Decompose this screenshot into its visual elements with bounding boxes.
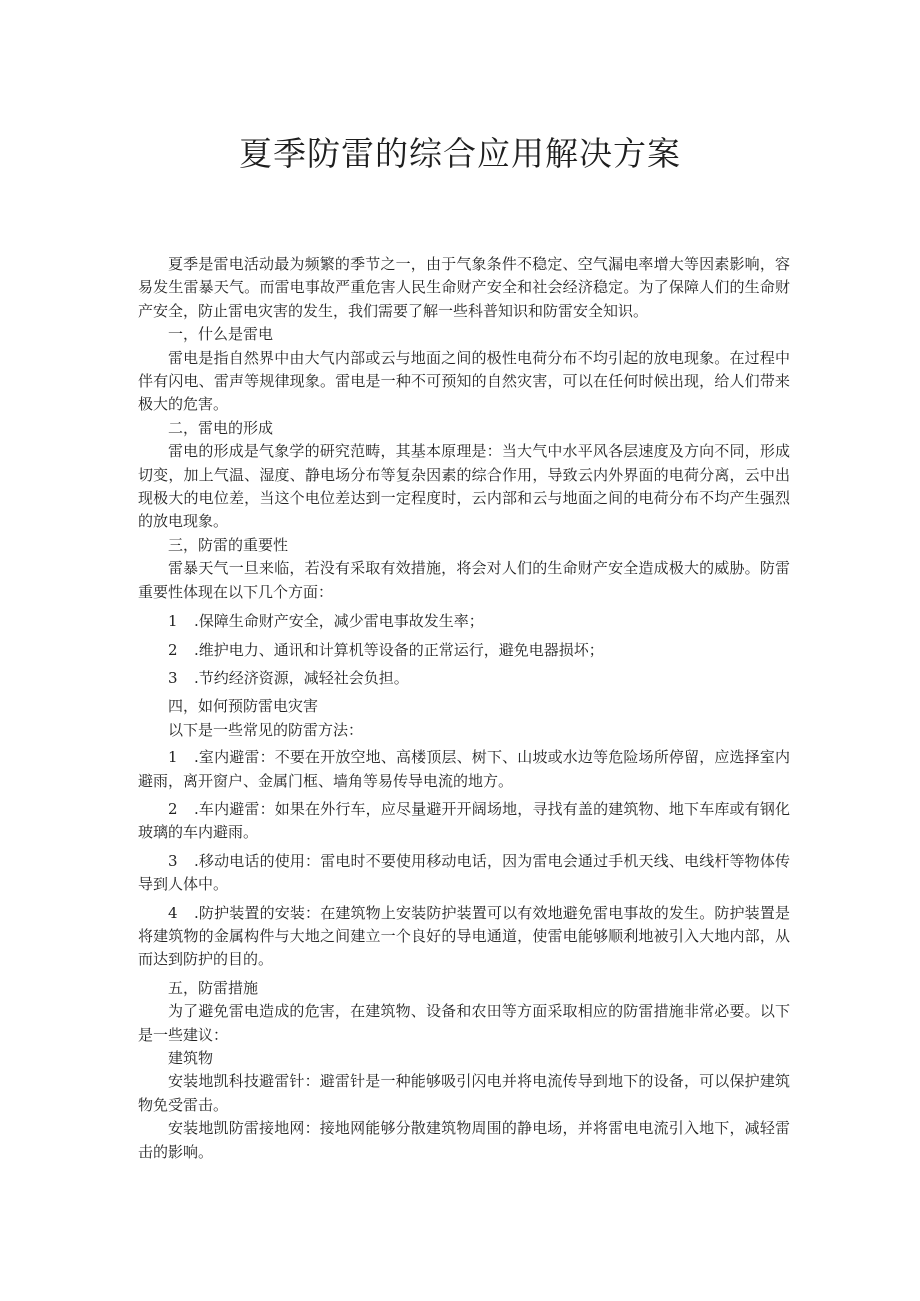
section-4-list-item bbox=[138, 746, 790, 793]
list-number: 1 bbox=[168, 748, 178, 767]
section-3-list-item bbox=[138, 610, 790, 633]
list-number: 3 bbox=[168, 668, 178, 687]
list-item-text: .节约经济资源，减轻社会负担。 bbox=[194, 668, 409, 687]
section-4-list-item bbox=[138, 798, 790, 845]
section-5-paragraph-grounding-grid: 安装地凯防雷接地网：接地网能够分散建筑物周围的静电场，并将雷电电流引入地下，减轻雷击的影响。 bbox=[138, 1119, 790, 1161]
section-3-list-item bbox=[138, 667, 790, 690]
list-number: 4 bbox=[168, 903, 178, 922]
section-5-subheading: 建筑物 bbox=[168, 1049, 214, 1067]
list-item-text: .维护电力、通讯和计算机等设备的正常运行，避免电器损坏； bbox=[194, 640, 604, 659]
list-item-text: .车内避雷：如果在外行车，应尽量避开开阔场地，寻找有盖的建筑物、地下车库或有钢化玻璃的车内避雨。 bbox=[138, 799, 790, 842]
section-1-paragraph: 雷电是指自然界中由大气内部或云与地面之间的极性电荷分布不均引起的放电现象。在过程中伴有闪电、雷声等规律现象。雷电是一种不可预知的自然灾害，可以在任何时候出现，给人们带来极大的危害。 bbox=[138, 348, 790, 414]
section-4-heading: 四，如何预防雷电灾害 bbox=[168, 697, 319, 716]
section-3-list-item bbox=[138, 639, 790, 662]
section-5-paragraph-lightning-rod: 安装地凯科技避雷针：避雷针是一种能够吸引闪电并将电流传导到地下的设备，可以保护建筑物免受雷击。 bbox=[138, 1072, 790, 1114]
section-5-heading: 五，防雷措施 bbox=[168, 978, 259, 997]
section-4-list-item bbox=[138, 850, 790, 897]
section-1-heading: 一，什么是雷电 bbox=[168, 325, 274, 344]
section-2-paragraph: 雷电的形成是气象学的研究范畴，其基本原理是：当大气中水平风各层速度及方向不同，形成切变，加上气温、湿度、静电场分布等复杂因素的综合作用，导致云内外界面的电荷分离，云中出现极大的电位差，当这个电位差达到一定程度时，云内部和云与地面之间的电荷分布不均产生强烈的放电现象。 bbox=[138, 442, 790, 531]
list-number: 2 bbox=[168, 640, 178, 659]
list-number: 3 bbox=[168, 851, 178, 870]
list-item-text: .保障生命财产安全，减少雷电事故发生率； bbox=[194, 612, 484, 631]
intro-paragraph: 夏季是雷电活动最为频繁的季节之一，由于气象条件不稳定、空气漏电率增大等因素影响，容易发生雷暴天气。而雷电事故严重危害人民生命财产安全和社会经济稳定。为了保障人们的生命财产安全，防止雷电灾害的发生，我们需要了解一些科普知识和防雷安全知识。 bbox=[138, 255, 790, 320]
list-number: 2 bbox=[168, 799, 178, 818]
section-3-heading: 三，防雷的重要性 bbox=[168, 535, 289, 554]
section-2-heading: 二，雷电的形成 bbox=[168, 418, 274, 437]
document-body bbox=[138, 253, 790, 1164]
document-title: 夏季防雷的综合应用解决方案 bbox=[239, 134, 681, 173]
list-item-text: .移动电话的使用：雷电时不要使用移动电话，因为雷电会通过手机天线、电线杆等物体传导到人体中。 bbox=[138, 851, 790, 894]
list-item-text: .室内避雷：不要在开放空地、高楼顶层、树下、山坡或水边等危险场所停留，应选择室内避雨，离开窗户、金属门框、墙角等易传导电流的地方。 bbox=[138, 748, 790, 790]
section-4-paragraph: 以下是一些常见的防雷方法： bbox=[168, 720, 364, 739]
section-3-paragraph: 雷暴天气一旦来临，若没有采取有效措施，将会对人们的生命财产安全造成极大的威胁。防雷重要性体现在以下几个方面： bbox=[138, 559, 790, 601]
section-5-paragraph: 为了避免雷电造成的危害，在建筑物、设备和农田等方面采取相应的防雷措施非常必要。以下是一些建议： bbox=[138, 1002, 790, 1044]
list-number: 1 bbox=[168, 612, 178, 631]
list-item-text: .防护装置的安装：在建筑物上安装防护装置可以有效地避免雷电事故的发生。防护装置是将建筑物的金属构件与大地之间建立一个良好的导电通道，使雷电能够顺利地被引入大地内部，从而达到防护的目的。 bbox=[138, 903, 790, 969]
section-4-list-item bbox=[138, 902, 790, 972]
